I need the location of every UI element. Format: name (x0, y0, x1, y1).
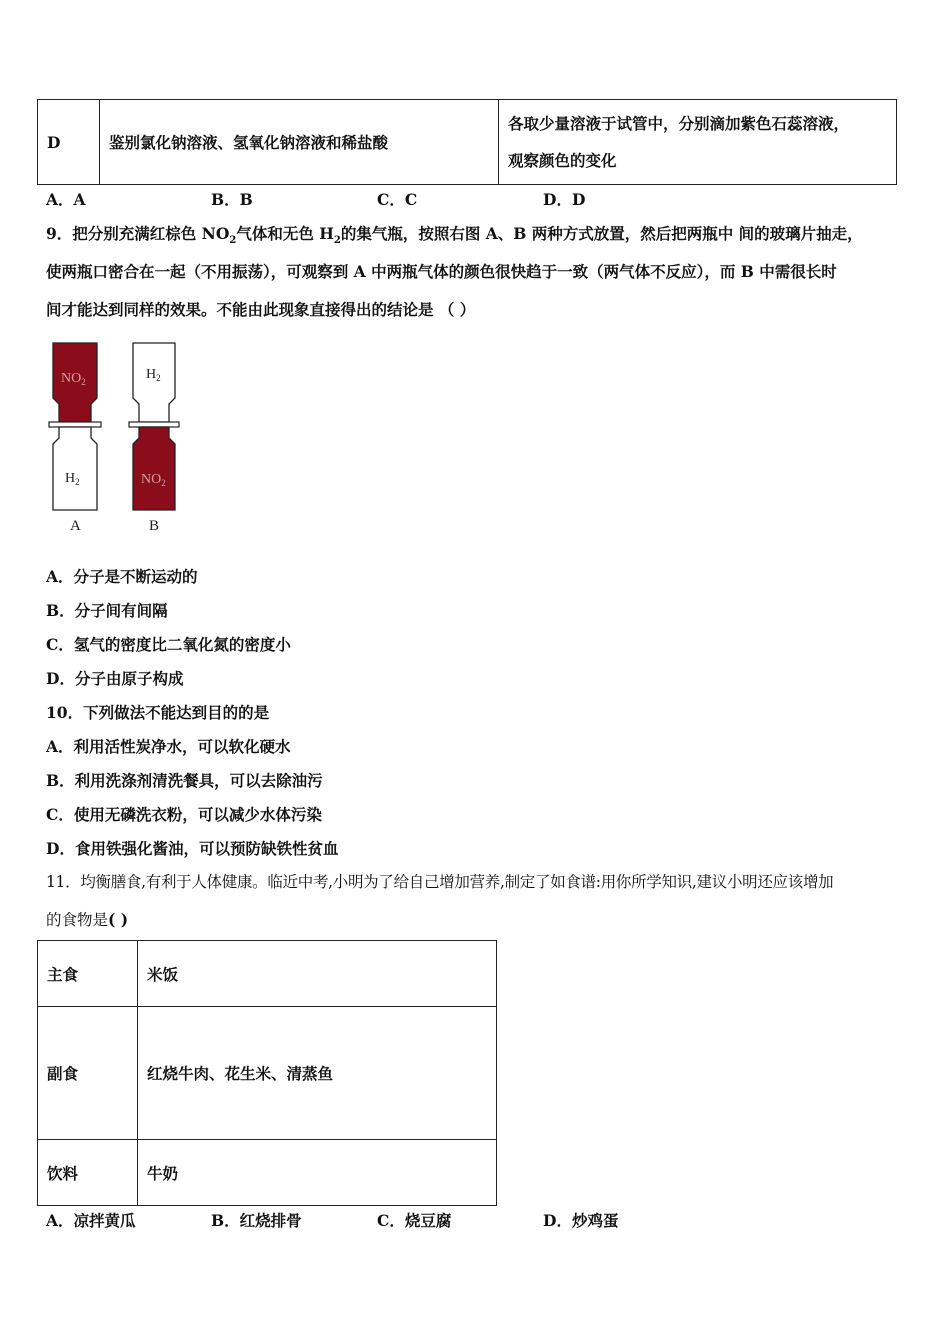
menu-items: 米饭 (138, 941, 497, 1007)
menu-category: 主食 (38, 941, 138, 1007)
a-top-label: NO (61, 371, 82, 386)
q11-stem-line2 (46, 908, 128, 930)
q11-option-b[interactable]: B．红烧排骨 (211, 1211, 302, 1230)
q11-number: 11 (46, 873, 66, 891)
q10-option-d[interactable]: D．食用铁强化酱油，可以预防缺铁性贫血 (46, 839, 339, 858)
b-glass-plate (129, 422, 179, 427)
q9-stem-part2: 气体和无色 H (236, 224, 334, 243)
q9-subscript-2: 2 (333, 235, 341, 247)
a-bottom-label: H (65, 471, 76, 486)
figure-label-a: A (70, 518, 81, 534)
b-top-label: H (146, 367, 157, 382)
menu-row (38, 941, 497, 1007)
q9-option-a[interactable]: A．分子是不断运动的 (46, 567, 198, 586)
q11-option-a[interactable]: A．凉拌黄瓜 (46, 1211, 136, 1230)
q9-option-c[interactable]: C．氢气的密度比二氧化氮的密度小 (46, 635, 291, 654)
q9-option-b[interactable]: B．分子间有间隔 (46, 601, 168, 620)
q8-option-c[interactable]: C．C (377, 190, 418, 209)
q9-stem-line2: 使两瓶口密合在一起（不用振荡），可观察到 A 中两瓶气体的颜色很快趋于一致（两气体不反应），而 B 中需很长时 (46, 262, 837, 281)
q11-stem-text1: ．均衡膳食,有利于人体健康。临近中考,小明为了给自己增加营养,制定了如食谱:用你所学知识,建议小明还应该增加 (65, 873, 834, 891)
b-top-sub: 2 (156, 373, 161, 383)
a-top-sub: 2 (81, 377, 86, 387)
a-bottom-sub: 2 (75, 477, 80, 487)
q9-stem-line3: 间才能达到同样的效果。不能由此现象直接得出的结论是 （ ） (46, 300, 476, 319)
q10-option-a[interactable]: A．利用活性炭净水，可以软化硬水 (46, 737, 291, 756)
q11-stem-line1 (46, 870, 833, 892)
b-top-bottle (133, 343, 175, 422)
q8-method-line1: 各取少量溶液于试管中，分别滴加紫色石蕊溶液， (508, 114, 850, 133)
menu-category: 饮料 (38, 1140, 138, 1206)
b-bottom-bottle (133, 427, 175, 510)
q8-method-line2: 观察颜色的变化 (508, 151, 617, 170)
gas-bottles-figure (45, 338, 185, 538)
q10-stem: 10．下列做法不能达到目的的是 (46, 703, 270, 722)
q8-option-a[interactable]: A．A (46, 190, 86, 209)
q9-stem-part3: 的集气瓶，按照右图 A、B 两种方式放置，然后把两瓶中 间的玻璃片抽走， (340, 224, 863, 243)
q11-paren: ( ) (108, 910, 129, 929)
a-bottom-bottle (53, 427, 97, 510)
q11-option-c[interactable]: C．烧豆腐 (377, 1211, 452, 1230)
b-bottom-label: NO (141, 472, 162, 487)
menu-row (38, 1007, 497, 1140)
q10-option-b[interactable]: B．利用洗涤剂清洗餐具，可以去除油污 (46, 771, 323, 790)
q8-option-b[interactable]: B．B (211, 190, 253, 209)
q9-subscript-1: 2 (229, 235, 237, 247)
q10-option-c[interactable]: C．使用无磷洗衣粉，可以减少水体污染 (46, 805, 322, 824)
setup-b (129, 343, 179, 534)
q8-row-letter: D (38, 100, 100, 185)
q8-row-method (499, 100, 897, 185)
q9-stem-line1 (46, 222, 863, 246)
figure-label-b: B (149, 518, 160, 534)
setup-a (49, 343, 101, 534)
q9-stem-part1: 9．把分别充满红棕色 NO (46, 224, 230, 243)
menu-category: 副食 (38, 1007, 138, 1140)
q8-row-task: 鉴别氯化钠溶液、氢氧化钠溶液和稀盐酸 (100, 100, 499, 185)
q9-option-d[interactable]: D．分子由原子构成 (46, 669, 184, 688)
a-glass-plate (49, 422, 101, 427)
menu-items: 红烧牛肉、花生米、清蒸鱼 (138, 1007, 497, 1140)
q8-answer-table (37, 99, 897, 185)
menu-items: 牛奶 (138, 1140, 497, 1206)
menu-table (37, 940, 497, 1206)
q11-stem-text2: 的食物是 (46, 911, 109, 929)
b-bottom-sub: 2 (161, 478, 166, 488)
q8-option-d[interactable]: D．D (543, 190, 586, 209)
q11-option-d[interactable]: D．炒鸡蛋 (543, 1211, 619, 1230)
menu-row (38, 1140, 497, 1206)
